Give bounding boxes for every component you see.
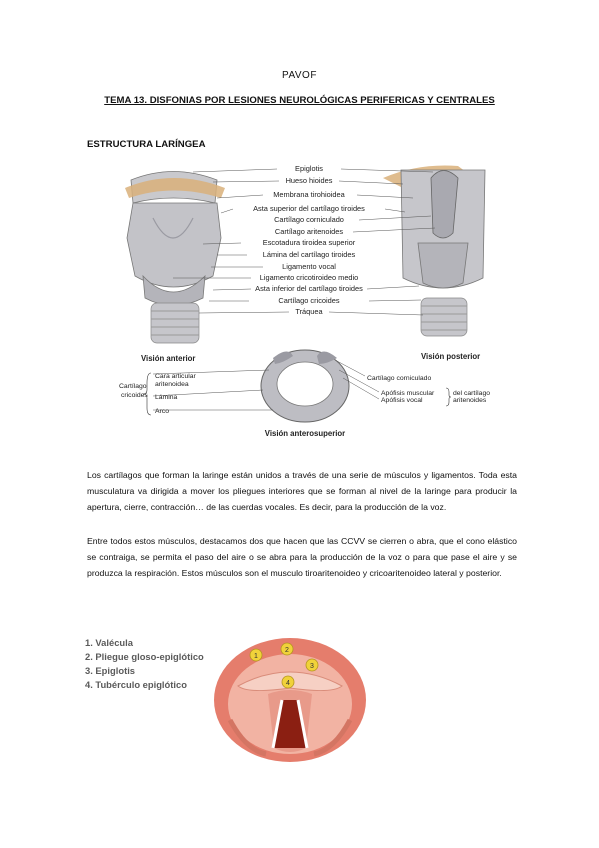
label-escotadura-tiroidea: Escotadura tiroidea superior xyxy=(262,238,356,247)
label-epiglotis: Epiglotis xyxy=(295,164,323,173)
aritenoid-brace xyxy=(446,388,451,406)
label-cartilago-aritenoides: Cartílago aritenoides xyxy=(274,227,344,236)
legend-valecula: 1. Valécula xyxy=(85,637,133,648)
label-apofisis-vocal: Apófisis vocal xyxy=(381,397,423,404)
label-asta-superior: Asta superior del cartílago tiroides xyxy=(253,204,365,213)
label-del-cartilago: del cartílago xyxy=(453,390,491,397)
page-header: PAVOF xyxy=(282,70,317,81)
legend-tuberculo: 4. Tubérculo epiglótico xyxy=(85,679,187,690)
label-asta-inferior: Asta inferior del cartílago tiroides xyxy=(255,284,363,293)
legend-epiglotis: 3. Epiglotis xyxy=(85,665,136,676)
marker-3-label: 3 xyxy=(310,663,314,670)
label-hueso-hioides: Hueso hioides xyxy=(285,176,333,185)
caption-vision-anterior: Visión anterior xyxy=(141,354,196,363)
label-traquea: Tráquea xyxy=(295,307,323,316)
label-ligamento-cricotiroideo: Ligamento cricotiroideo medio xyxy=(259,273,359,282)
section-heading: ESTRUCTURA LARÍNGEA xyxy=(87,139,206,150)
label-aritenoidea: aritenoidea xyxy=(155,381,189,388)
label-cricoides-group: cricoides xyxy=(121,392,148,399)
label-apofisis-muscular: Apófisis muscular xyxy=(381,390,435,397)
paragraph-cartilagos: Los cartílagos que forman la laringe están unidos a través de una serie de músculos y ligamentos. Toda esta musculatura va dirigida a mover los pliegues interiores que se forman al nivel de la laringe para producir la apertura, cierre, contracción… de las cuerdas vocales. Es decir, para la producción de la voz. xyxy=(87,470,517,512)
label-ligamento-vocal: Ligamento vocal xyxy=(282,262,336,271)
caption-vision-posterior: Visión posterior xyxy=(421,352,481,361)
label-cartilago-group: Cartílago xyxy=(119,383,147,390)
document-title: TEMA 13. DISFONIAS POR LESIONES NEUROLÓGICAS PERIFERICAS Y CENTRALES xyxy=(104,95,495,106)
label-lamina: Lámina xyxy=(155,394,178,401)
marker-4-label: 4 xyxy=(286,680,290,687)
paragraph-musculos: Entre todos estos músculos, destacamos dos que hacen que las CCVV se cierren o abra, que el cono elástico se contraiga, se permita el paso del aire o se abra para la producción de la voz o para que pase el aire y se produzca la respiración. Estos músculos son el musculo tiroaritenoideo y cricoaritenoideo lateral y posterior. xyxy=(87,536,517,578)
label-lamina-tiroides: Lámina del cartílago tiroides xyxy=(262,250,356,259)
label-cartilago-cricoides: Cartílago cricoides xyxy=(278,296,340,305)
label-cartilago-corniculado: Cartílago corniculado xyxy=(274,215,344,224)
legend-pliegue: 2. Pliegue gloso-epiglótico xyxy=(85,651,204,662)
larynx-posterior-illustration xyxy=(383,166,485,337)
marker-1-label: 1 xyxy=(254,653,258,660)
caption-vision-anterosuperior: Visión anterosuperior xyxy=(264,429,346,438)
larynx-endoscopic-illustration xyxy=(214,638,366,762)
larynx-anatomy-figure xyxy=(113,158,497,442)
label-aritenoides-group: aritenoides xyxy=(453,397,487,404)
label-corniculado-lower: Cartílago corniculado xyxy=(367,375,432,382)
marker-2-label: 2 xyxy=(285,647,289,654)
label-arco: Arco xyxy=(155,408,169,415)
cricoid-anterosuperior-illustration xyxy=(261,350,349,422)
larynx-anterior-illustration xyxy=(125,172,225,344)
label-membrana-tirohioidea: Membrana tirohioidea xyxy=(273,190,345,199)
laryngoscopy-figure xyxy=(80,630,380,762)
label-cara-articular: Cara articular xyxy=(155,373,196,380)
